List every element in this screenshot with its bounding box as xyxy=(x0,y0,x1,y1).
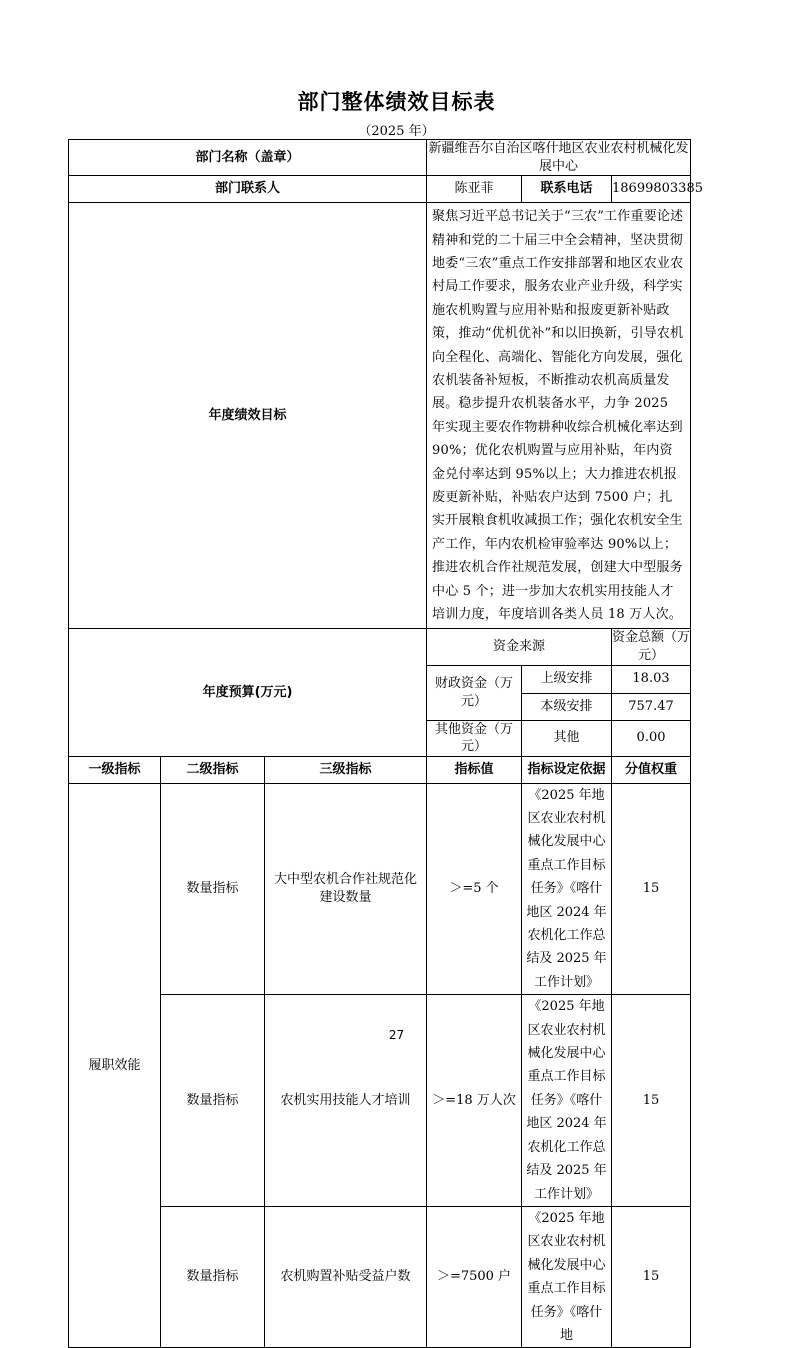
phone-value: 18699803385 xyxy=(612,176,691,203)
indicator-value: ＞=18 万人次 xyxy=(427,995,522,1207)
indicator-level3: 大中型农机合作社规范化建设数量 xyxy=(265,783,427,995)
level1-label: 履职效能 xyxy=(69,783,161,1348)
other-value: 0.00 xyxy=(612,720,691,756)
header-level2: 二级指标 xyxy=(161,756,265,783)
contact-value: 陈亚菲 xyxy=(427,176,522,203)
indicator-row xyxy=(69,995,691,1207)
header-level1: 一级指标 xyxy=(69,756,161,783)
fiscal-funds-label: 财政资金（万元） xyxy=(427,665,522,720)
phone-label: 联系电话 xyxy=(522,176,612,203)
header-basis: 指标设定依据 xyxy=(522,756,612,783)
indicator-weight: 15 xyxy=(612,783,691,995)
indicator-value: ＞=5 个 xyxy=(427,783,522,995)
dept-name-label: 部门名称（盖章） xyxy=(69,140,427,176)
page-title: 部门整体绩效目标表 xyxy=(297,90,496,114)
goal-row xyxy=(69,203,691,629)
local-label: 本级安排 xyxy=(522,693,612,720)
header-level3: 三级指标 xyxy=(265,756,427,783)
indicator-weight: 15 xyxy=(612,1206,691,1347)
header-weight: 分值权重 xyxy=(612,756,691,783)
indicator-level2: 数量指标 xyxy=(161,995,265,1207)
indicator-basis: 《2025 年地区农业农村机械化发展中心重点工作目标任务》《喀什地 xyxy=(522,1206,612,1347)
indicator-header-row xyxy=(69,756,691,783)
budget-source-header: 资金来源 xyxy=(427,629,612,665)
indicator-level3: 农机购置补贴受益户数 xyxy=(265,1206,427,1347)
indicator-level3: 农机实用技能人才培训 xyxy=(265,995,427,1207)
indicator-level2: 数量指标 xyxy=(161,1206,265,1347)
header-value: 指标值 xyxy=(427,756,522,783)
other-sub-label: 其他 xyxy=(522,720,612,756)
page-number: 27 xyxy=(388,1028,405,1042)
contact-label: 部门联系人 xyxy=(69,176,427,203)
indicator-basis: 《2025 年地区农业农村机械化发展中心重点工作目标任务》《喀什地区 2024 年农机化工作总结及 2025 年工作计划》 xyxy=(522,783,612,995)
goal-label: 年度绩效目标 xyxy=(69,203,427,629)
goal-text: 聚焦习近平总书记关于“三农”工作重要论述精神和党的二十届三中全会精神，坚决贯彻地委“三农”重点工作安排部署和地区农业农村局工作要求，服务农业产业升级，科学实施农机购置与应用补贴和报废更新补贴政策，推动“优机优补”和以旧换新，引导农机向全程化、高端化、智能化方向发展，强化农机装备补短板，不断推动农机高质量发展。稳步提升农机装备水平，力争 2025 年实现主要农作物耕种收综合机械化率达到 90%；优化农机购置与应用补贴，年内资金兑付率达到 95%以上；大力推进农机报废更新补贴，补贴农户达到 7500 户；扎实开展粮食机收减损工作；强化农机安全生产工作，年内农机检审验率达 90%以上；推进农机合作社规范发展，创建大中型服务中心 5 个；进一步加大农机实用技能人才培训力度，年度培训各类人员 18 万人次。 xyxy=(427,203,691,629)
indicator-row xyxy=(69,1206,691,1347)
performance-table xyxy=(68,139,703,1348)
indicator-value: ＞=7500 户 xyxy=(427,1206,522,1347)
dept-name-value: 新疆维吾尔自治区喀什地区农业农村机械化发展中心 xyxy=(427,140,691,176)
upper-value: 18.03 xyxy=(612,665,691,693)
year-subtitle: （2025 年） xyxy=(358,124,435,139)
dept-name-row xyxy=(69,140,691,176)
indicator-basis: 《2025 年地区农业农村机械化发展中心重点工作目标任务》《喀什地区 2024 年农机化工作总结及 2025 年工作计划》 xyxy=(522,995,612,1207)
upper-label: 上级安排 xyxy=(522,665,612,693)
indicator-weight: 15 xyxy=(612,995,691,1207)
local-value: 757.47 xyxy=(612,693,691,720)
other-funds-label: 其他资金（万元） xyxy=(427,720,522,756)
budget-label: 年度预算(万元) xyxy=(69,629,427,756)
contact-row xyxy=(69,176,691,203)
budget-total-header: 资金总额（万元） xyxy=(612,629,691,665)
indicator-level2: 数量指标 xyxy=(161,783,265,995)
budget-header-row xyxy=(69,629,691,665)
indicator-row xyxy=(69,783,691,995)
